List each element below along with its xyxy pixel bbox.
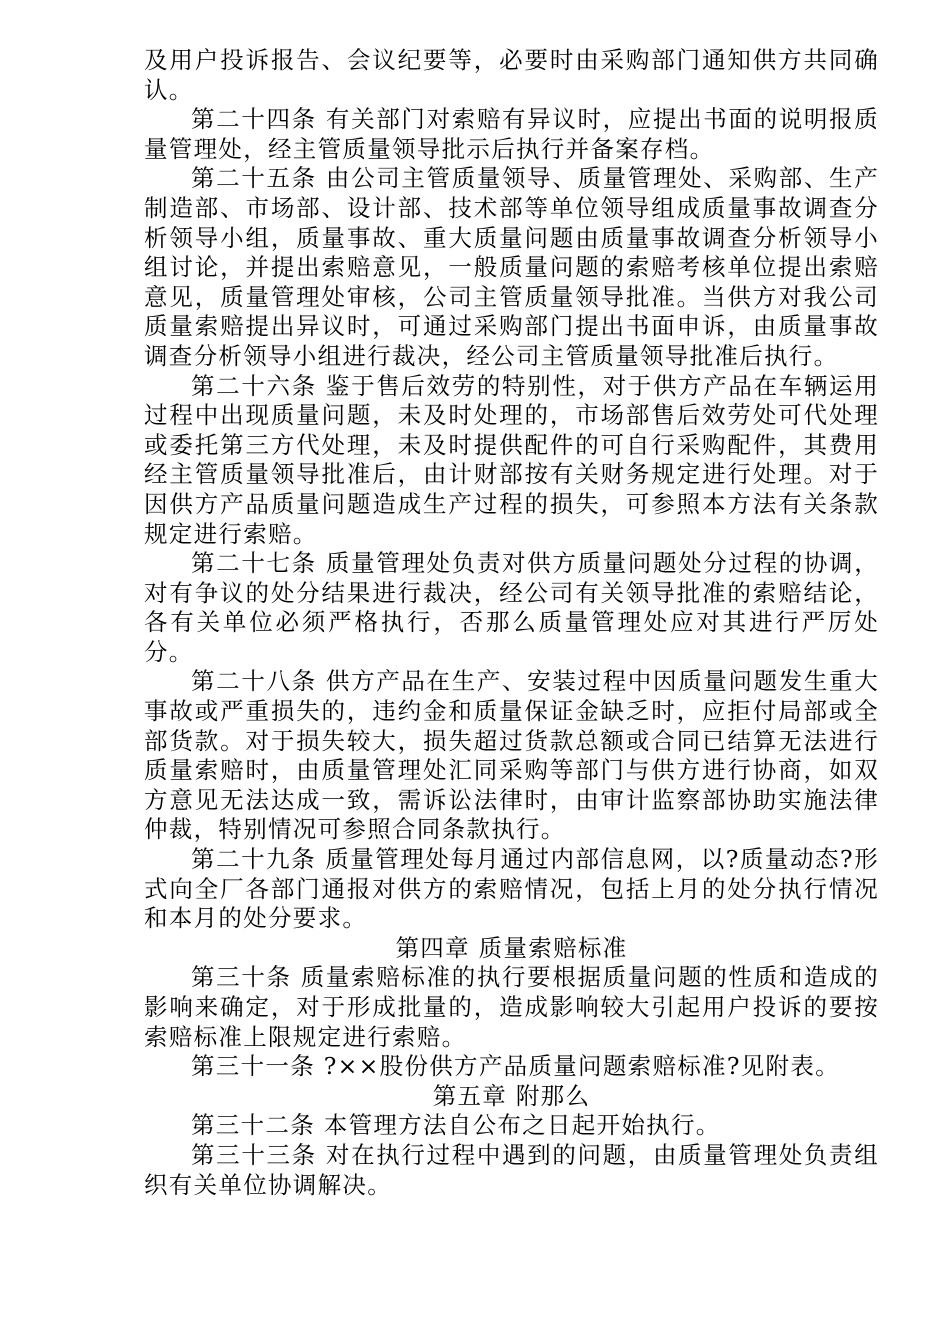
article-24: 第二十四条 有关部门对索赔有异议时，应提出书面的说明报质量管理处，经主管质量领导批示后执行并备案存档。 — [144, 105, 879, 163]
article-33: 第三十三条 对在执行过程中遇到的问题，由质量管理处负责组织有关单位协调解决。 — [144, 1140, 879, 1199]
article-32: 第三十二条 本管理方法自公布之日起开始执行。 — [191, 1111, 721, 1140]
article-28: 第二十八条 供方产品在生产、安装过程中因质量问题发生重大事故或严重损失的，违约金和质量保证金缺乏时，应拒付局部或全部货款。对于损失较大，损失超过货款总额或合同已结算无法进行质量索赔时，由质量管理处汇同采购等部门与供方进行协商，如双方意见无法达成一致，需诉讼法律时，由审计监察部协助实施法律仲裁，特别情况可参照合同条款执行。 — [144, 667, 879, 844]
article-29: 第二十九条 质量管理处每月通过内部信息网，以?质量动态?形式向全厂各部门通报对供方的索赔情况，包括上月的处分执行情况和本月的处分要求。 — [144, 845, 879, 933]
chapter-4-heading: 第四章 质量索赔标准 — [395, 933, 628, 962]
document-page — [144, 46, 879, 1200]
chapter-5-heading: 第五章 附那么 — [432, 1081, 591, 1110]
article-31: 第三十一条 ?××股份供方产品质量问题索赔标准?见附表。 — [191, 1052, 840, 1081]
article-25: 第二十五条 由公司主管质量领导、质量管理处、采购部、生产制造部、市场部、设计部、技术部等单位领导组成质量事故调查分析领导小组，质量事故、重大质量问题由质量事故调查分析领导小组讨论，并提出索赔意见，一般质量问题的索赔考核单位提出索赔意见，质量管理处审核，公司主管质量领导批准。当供方对我公司质量索赔提出异议时，可通过采购部门提出书面申诉，由质量事故调查分析领导小组进行裁决，经公司主管质量领导批准后执行。 — [144, 164, 879, 370]
article-27: 第二十七条 质量管理处负责对供方质量问题处分过程的协调，对有争议的处分结果进行裁决，经公司有关领导批准的索赔结论，各有关单位必须严格执行，否那么质量管理处应对其进行严厉处分。 — [144, 549, 879, 666]
paragraph-continuation: 及用户投诉报告、会议纪要等，必要时由采购部门通知供方共同确认。 — [144, 46, 879, 104]
article-30: 第三十条 质量索赔标准的执行要根据质量问题的性质和造成的影响来确定，对于形成批量的，造成影响较大引起用户投诉的要按索赔标准上限规定进行索赔。 — [144, 963, 879, 1051]
article-26: 第二十六条 鉴于售后效劳的特别性，对于供方产品在车辆运用过程中出现质量问题，未及时处理的，市场部售后效劳处可代处理或委托第三方代处理，未及时提供配件的可自行采购配件，其费用经主管质量领导批准后，由计财部按有关财务规定进行处理。对于因供方产品质量问题造成生产过程的损失，可参照本方法有关条款规定进行索赔。 — [144, 371, 879, 548]
